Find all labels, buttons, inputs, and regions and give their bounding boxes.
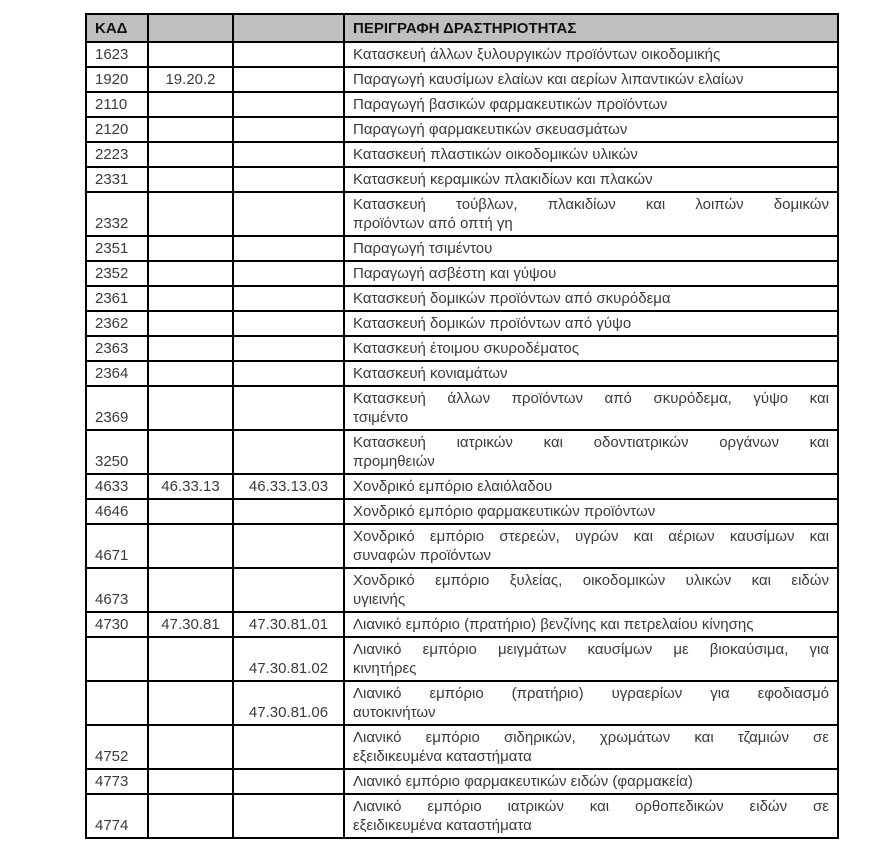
kad-code-cell: 2362 <box>86 311 148 336</box>
header-cell-sub <box>148 14 233 42</box>
kad-code-cell: 2110 <box>86 92 148 117</box>
subsub-code-cell <box>233 117 344 142</box>
activity-description-cell <box>344 499 838 524</box>
description-line: προϊόντων από οπτή γη <box>353 215 513 232</box>
kad-code-cell <box>86 637 148 681</box>
activity-description-cell <box>344 725 838 769</box>
description-line: Χονδρικό εμπόριο ξυλείας, οικοδομικών υλικών και ειδών <box>353 572 829 589</box>
activity-description-cell <box>344 794 838 838</box>
table-row <box>86 361 838 386</box>
description-line: Χονδρικό εμπόριο στερεών, υγρών και αέριων καυσίμων και <box>353 528 829 545</box>
activity-description-cell <box>344 336 838 361</box>
description-line: υγιεινής <box>353 591 406 608</box>
table-row <box>86 568 838 612</box>
sub-code-cell: 47.30.81 <box>148 612 233 637</box>
description-line: Λιανικό εμπόριο μειγμάτων καυσίμων με βιοκαύσιμα, για <box>353 641 829 658</box>
table-row <box>86 499 838 524</box>
table-row <box>86 142 838 167</box>
description-line: Λιανικό εμπόριο φαρμακευτικών ειδών (φαρμακεία) <box>353 773 693 790</box>
subsub-code-cell: 47.30.81.01 <box>233 612 344 637</box>
activity-description-cell <box>344 167 838 192</box>
kad-code-cell: 4633 <box>86 474 148 499</box>
description-line: Κατασκευή δομικών προϊόντων από γύψο <box>353 315 632 332</box>
table-row <box>86 637 838 681</box>
activity-description-cell <box>344 430 838 474</box>
table-row <box>86 117 838 142</box>
description-line: προμηθειών <box>353 453 435 470</box>
description-line: Κατασκευή ιατρικών και οδοντιατρικών οργάνων και <box>353 434 829 451</box>
table-row <box>86 794 838 838</box>
kad-code-cell: 3250 <box>86 430 148 474</box>
subsub-code-cell <box>233 725 344 769</box>
description-line: Κατασκευή πλαστικών οικοδομικών υλικών <box>353 146 638 163</box>
description-line: κινητήρες <box>353 660 417 677</box>
kad-code-cell: 2223 <box>86 142 148 167</box>
activity-codes-table <box>85 13 839 839</box>
sub-code-cell <box>148 499 233 524</box>
sub-code-cell <box>148 236 233 261</box>
sub-code-cell <box>148 167 233 192</box>
subsub-code-cell <box>233 311 344 336</box>
sub-code-cell <box>148 286 233 311</box>
subsub-code-cell <box>233 167 344 192</box>
sub-code-cell: 46.33.13 <box>148 474 233 499</box>
subsub-code-cell <box>233 261 344 286</box>
activity-description-cell <box>344 386 838 430</box>
table-row <box>86 681 838 725</box>
table-row <box>86 725 838 769</box>
kad-code-cell: 2351 <box>86 236 148 261</box>
kad-code-cell: 4752 <box>86 725 148 769</box>
activity-description-cell <box>344 311 838 336</box>
sub-code-cell <box>148 725 233 769</box>
subsub-code-cell <box>233 236 344 261</box>
activity-description-cell <box>344 261 838 286</box>
subsub-code-cell <box>233 67 344 92</box>
kad-code-cell: 4673 <box>86 568 148 612</box>
description-line: Λιανικό εμπόριο (πρατήριο) υγραερίων για εφοδιασμό <box>353 685 829 702</box>
kad-code-cell: 2352 <box>86 261 148 286</box>
kad-code-cell: 4646 <box>86 499 148 524</box>
description-line: συναφών προϊόντων <box>353 547 492 564</box>
table-row <box>86 311 838 336</box>
sub-code-cell <box>148 637 233 681</box>
kad-code-cell: 2364 <box>86 361 148 386</box>
kad-code-cell: 2332 <box>86 192 148 236</box>
sub-code-cell <box>148 430 233 474</box>
sub-code-cell <box>148 261 233 286</box>
description-line: Κατασκευή έτοιμου σκυροδέματος <box>353 340 579 357</box>
subsub-code-cell <box>233 286 344 311</box>
description-line: Παραγωγή τσιμέντου <box>353 240 493 257</box>
description-line: Κατασκευή κεραμικών πλακιδίων και πλακών <box>353 171 653 188</box>
description-line: εξειδικευμένα καταστήματα <box>353 817 532 834</box>
subsub-code-cell <box>233 92 344 117</box>
header-cell-subsub <box>233 14 344 42</box>
description-line: τσιμέντο <box>353 409 409 426</box>
description-line: Κατασκευή άλλων ξυλουργικών προϊόντων οικοδομικής <box>353 46 721 63</box>
kad-code-cell: 4773 <box>86 769 148 794</box>
sub-code-cell <box>148 386 233 430</box>
description-line: Κατασκευή άλλων προϊόντων από σκυρόδεμα, γύψο και <box>353 390 829 407</box>
sub-code-cell <box>148 42 233 67</box>
activity-description-cell <box>344 42 838 67</box>
sub-code-cell <box>148 524 233 568</box>
activity-description-cell <box>344 67 838 92</box>
subsub-code-cell <box>233 568 344 612</box>
kad-code-cell: 2331 <box>86 167 148 192</box>
description-line: Λιανικό εμπόριο σιδηρικών, χρωμάτων και τζαμιών σε <box>353 729 829 746</box>
activity-description-cell <box>344 524 838 568</box>
table-row <box>86 67 838 92</box>
kad-code-cell: 4774 <box>86 794 148 838</box>
activity-description-cell <box>344 142 838 167</box>
table-row <box>86 236 838 261</box>
description-line: αυτοκινήτων <box>353 704 436 721</box>
description-line: Λιανικό εμπόριο ιατρικών και ορθοπεδικών ειδών σε <box>353 798 829 815</box>
kad-code-cell: 4730 <box>86 612 148 637</box>
activity-description-cell <box>344 117 838 142</box>
header-cell-kad: ΚΑΔ <box>86 14 148 42</box>
description-line: Λιανικό εμπόριο (πρατήριο) βενζίνης και πετρελαίου κίνησης <box>353 616 754 633</box>
table-row <box>86 769 838 794</box>
header-cell-description: ΠΕΡΙΓΡΑΦΗ ΔΡΑΣΤΗΡΙΟΤΗΤΑΣ <box>344 14 838 42</box>
description-line: Κατασκευή δομικών προϊόντων από σκυρόδεμα <box>353 290 671 307</box>
kad-code-cell <box>86 681 148 725</box>
activity-description-cell <box>344 568 838 612</box>
header-row <box>86 14 838 42</box>
sub-code-cell <box>148 192 233 236</box>
sub-code-cell <box>148 769 233 794</box>
subsub-code-cell <box>233 769 344 794</box>
sub-code-cell: 19.20.2 <box>148 67 233 92</box>
description-line: Παραγωγή καυσίμων ελαίων και αερίων λιπαντικών ελαίων <box>353 71 744 88</box>
table-row <box>86 474 838 499</box>
subsub-code-cell <box>233 430 344 474</box>
subsub-code-cell <box>233 42 344 67</box>
subsub-code-cell <box>233 142 344 167</box>
subsub-code-cell: 46.33.13.03 <box>233 474 344 499</box>
activity-description-cell <box>344 769 838 794</box>
activity-description-cell <box>344 286 838 311</box>
sub-code-cell <box>148 311 233 336</box>
description-line: Παραγωγή φαρμακευτικών σκευασμάτων <box>353 121 628 138</box>
subsub-code-cell: 47.30.81.02 <box>233 637 344 681</box>
table-row <box>86 192 838 236</box>
sub-code-cell <box>148 142 233 167</box>
subsub-code-cell <box>233 336 344 361</box>
subsub-code-cell <box>233 499 344 524</box>
table-row <box>86 42 838 67</box>
kad-code-cell: 1623 <box>86 42 148 67</box>
table-row <box>86 286 838 311</box>
kad-code-cell: 1920 <box>86 67 148 92</box>
subsub-code-cell: 47.30.81.06 <box>233 681 344 725</box>
subsub-code-cell <box>233 524 344 568</box>
kad-code-cell: 2361 <box>86 286 148 311</box>
activity-description-cell <box>344 681 838 725</box>
table-row <box>86 92 838 117</box>
description-line: Κατασκευή τούβλων, πλακιδίων και λοιπών δομικών <box>353 196 829 213</box>
activity-description-cell <box>344 612 838 637</box>
description-line: εξειδικευμένα καταστήματα <box>353 748 532 765</box>
sub-code-cell <box>148 361 233 386</box>
table-row <box>86 612 838 637</box>
table-row <box>86 261 838 286</box>
description-line: Κατασκευή κονιαμάτων <box>353 365 508 382</box>
sub-code-cell <box>148 336 233 361</box>
subsub-code-cell <box>233 192 344 236</box>
sub-code-cell <box>148 117 233 142</box>
activity-description-cell <box>344 474 838 499</box>
subsub-code-cell <box>233 386 344 430</box>
activity-description-cell <box>344 236 838 261</box>
kad-code-cell: 4671 <box>86 524 148 568</box>
activity-description-cell <box>344 637 838 681</box>
activity-description-cell <box>344 92 838 117</box>
table-header <box>86 14 838 42</box>
sub-code-cell <box>148 794 233 838</box>
sub-code-cell <box>148 681 233 725</box>
sub-code-cell <box>148 568 233 612</box>
description-line: Χονδρικό εμπόριο φαρμακευτικών προϊόντων <box>353 503 656 520</box>
description-line: Παραγωγή βασικών φαρμακευτικών προϊόντων <box>353 96 668 113</box>
subsub-code-cell <box>233 794 344 838</box>
description-line: Παραγωγή ασβέστη και γύψου <box>353 265 557 282</box>
activity-description-cell <box>344 361 838 386</box>
description-line: Χονδρικό εμπόριο ελαιόλαδου <box>353 478 553 495</box>
kad-code-cell: 2369 <box>86 386 148 430</box>
sub-code-cell <box>148 92 233 117</box>
activity-description-cell <box>344 192 838 236</box>
kad-code-cell: 2363 <box>86 336 148 361</box>
activity-table-body <box>86 42 838 838</box>
table-row <box>86 524 838 568</box>
table-row <box>86 430 838 474</box>
table-row <box>86 386 838 430</box>
subsub-code-cell <box>233 361 344 386</box>
table-row <box>86 336 838 361</box>
kad-code-cell: 2120 <box>86 117 148 142</box>
table-row <box>86 167 838 192</box>
